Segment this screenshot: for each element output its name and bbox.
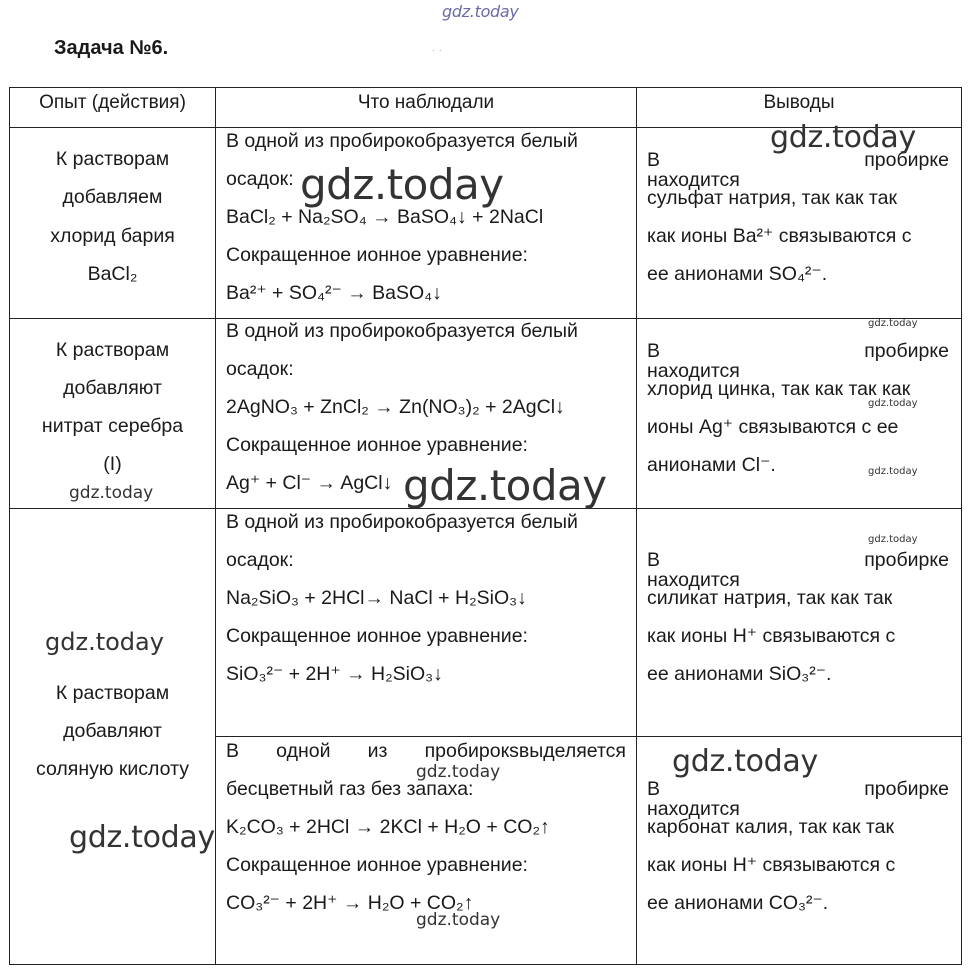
action-line: К растворам xyxy=(55,148,170,170)
conclusion-line: ее анионами SiO₃²⁻. xyxy=(647,663,832,685)
watermark: gdz.today xyxy=(868,318,918,329)
observed-line: бесцветный газ без запаха: xyxy=(226,778,474,800)
reaction-equation: BaCl₂ + Na₂SO₄ → BaSO₄↓ + 2NaCl xyxy=(226,206,544,228)
observed-line: В одной из пробирокsвыделяется xyxy=(226,740,626,762)
observed-line: Сокращенное ионное уравнение: xyxy=(226,625,528,647)
task-title: Задача №6. xyxy=(54,37,169,59)
header-action: Опыт (действия) xyxy=(39,92,186,113)
watermark: gdz.today xyxy=(45,628,164,656)
observed-line: В одной из пробирокобразуется белый xyxy=(226,511,578,533)
action-line: добавляем xyxy=(62,186,163,208)
conclusion-line: силикат натрия, так как так xyxy=(647,587,893,609)
watermark: gdz.today xyxy=(868,466,918,477)
action-formula: BaCl₂ xyxy=(87,263,138,285)
header-conclusion: Выводы xyxy=(763,92,835,113)
conclusion-line: сульфат натрия, так как так xyxy=(647,187,898,209)
watermark: gdz.today xyxy=(300,160,504,209)
observed-line: Сокращенное ионное уравнение: xyxy=(226,434,528,456)
conclusion-line: В пробирке находится xyxy=(647,149,949,191)
row-divider-3 xyxy=(215,736,961,737)
action-line: К растворам xyxy=(55,339,170,361)
watermark: gdz.today xyxy=(442,2,519,21)
col-divider-2 xyxy=(636,88,637,964)
observed-line: В одной из пробирокобразуется белый xyxy=(226,320,578,342)
watermark: gdz.today xyxy=(69,820,215,855)
reaction-equation: K₂CO₃ + 2HCl → 2KCl + H₂O + CO₂↑ xyxy=(226,816,550,838)
ionic-equation: Ba²⁺ + SO₄²⁻ → BaSO₄↓ xyxy=(226,282,442,304)
conclusion-line: В пробирке находится xyxy=(647,340,949,382)
conclusion-line: как ионы H⁺ связываются с xyxy=(647,625,896,647)
watermark: gdz.today xyxy=(403,461,607,510)
watermark: gdz.today xyxy=(69,483,154,503)
action-line: добавляют xyxy=(63,720,162,742)
observed-line: осадок: xyxy=(226,358,294,380)
watermark: gdz.today xyxy=(416,762,501,782)
action-line: К растворам xyxy=(55,682,170,704)
ionic-equation: Ag⁺ + Cl⁻ → AgCl↓ xyxy=(226,472,393,494)
ionic-equation: SiO₃²⁻ + 2H⁺ → H₂SiO₃↓ xyxy=(226,663,443,685)
watermark: gdz.today xyxy=(416,910,501,930)
reaction-equation: 2AgNO₃ + ZnCl₂ → Zn(NO₃)₂ + 2AgCl↓ xyxy=(226,396,565,418)
conclusion-line: В пробирке находится xyxy=(647,549,949,591)
conclusion-line: анионами Cl⁻. xyxy=(647,454,776,476)
observed-line: Сокращенное ионное уравнение: xyxy=(226,244,528,266)
conclusion-line: как ионы H⁺ связываются с xyxy=(647,854,896,876)
observed-line: осадок: xyxy=(226,549,294,571)
observed-line: осадок: xyxy=(226,168,294,190)
conclusion-line: ионы Ag⁺ связываются с ее xyxy=(647,416,899,438)
ionic-equation: CO₃²⁻ + 2H⁺ → H₂O + CO₂↑ xyxy=(226,892,474,914)
conclusion-line: хлорид цинка, так как так как xyxy=(647,378,911,400)
conclusion-line: ее анионами CO₃²⁻. xyxy=(647,892,829,914)
decorative-dots: · · xyxy=(432,46,443,55)
col-divider-1 xyxy=(215,88,216,964)
watermark: gdz.today xyxy=(672,744,818,779)
action-line: нитрат серебра xyxy=(41,415,184,437)
watermark: gdz.today xyxy=(868,398,918,409)
watermark: gdz.today xyxy=(868,534,918,545)
action-line: соляную кислоту xyxy=(36,758,189,780)
conclusion-line: как ионы Ba²⁺ связываются с xyxy=(647,225,912,247)
reaction-equation: Na₂SiO₃ + 2HCl→ NaCl + H₂SiO₃↓ xyxy=(226,587,527,609)
observed-line: В одной из пробирокобразуется белый xyxy=(226,130,578,152)
watermark: gdz.today xyxy=(770,120,916,155)
header-observed: Что наблюдали xyxy=(357,92,495,113)
conclusion-line: карбонат калия, так как так xyxy=(647,816,895,838)
row-divider-1 xyxy=(10,318,961,319)
action-line: (I) xyxy=(103,453,122,475)
conclusion-line: ее анионами SO₄²⁻. xyxy=(647,263,828,285)
action-line: добавляют xyxy=(63,377,162,399)
observed-line: Сокращенное ионное уравнение: xyxy=(226,854,528,876)
action-line: хлорид бария xyxy=(50,225,175,247)
conclusion-line: В пробирке находится xyxy=(647,778,949,820)
